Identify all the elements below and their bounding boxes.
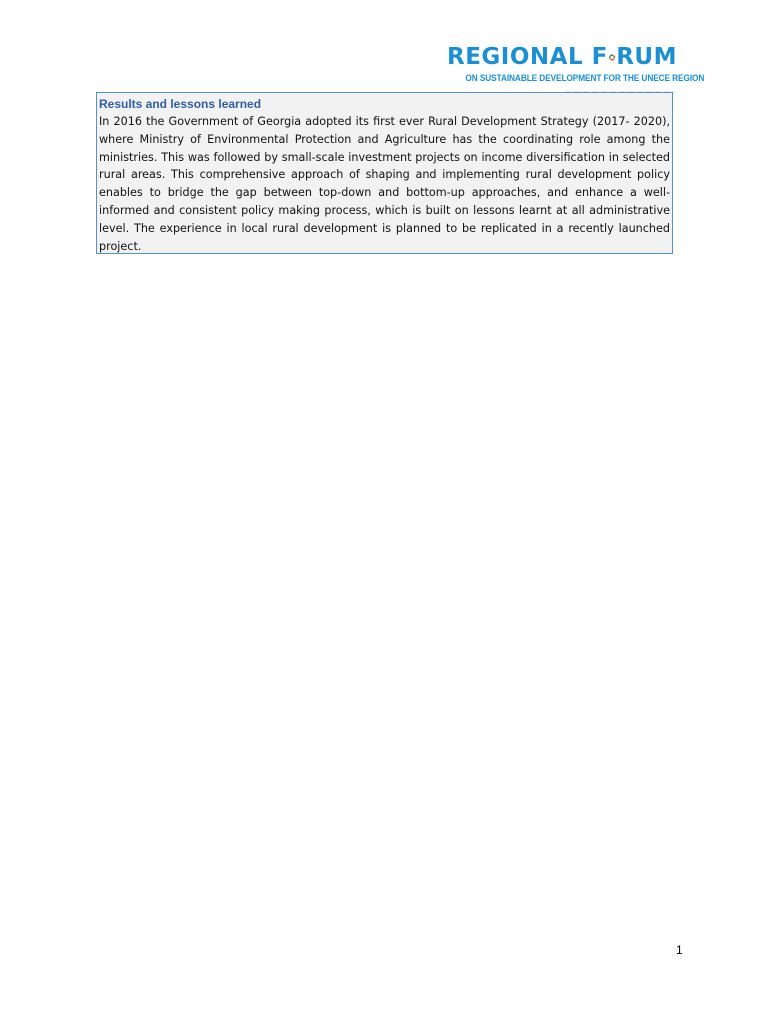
regional-forum-logo	[447, 44, 705, 84]
sdg-wheel-icon	[609, 47, 615, 68]
page-number: 1	[676, 943, 683, 957]
logo-title	[447, 44, 677, 70]
logo-subtitle: ON SUSTAINABLE DEVELOPMENT FOR THE UNECE REGION	[465, 73, 705, 83]
section-heading: Results and lessons learned	[99, 97, 262, 111]
logo-title-part2: RUM	[616, 44, 677, 70]
section-body: In 2016 the Government of Georgia adopted its first ever Rural Development Strategy (2017- 2020), where Ministry of Environmental Protection and Agriculture has the coordinating role among the ministries. This was followed by small-scale investment projects on income diversification in selected rural areas. This comprehensive approach of shaping and implementing rural development policy enables to bridge the gap between top-down and bottom-up approaches, and enhance a well-informed and consistent policy making process, which is built on lessons learnt at all administrative level. The experience in local rural development is planned to be replicated in a recently launched project.	[99, 115, 670, 253]
results-lessons-box	[96, 92, 673, 254]
logo-title-part1: REGIONAL F	[447, 44, 608, 70]
